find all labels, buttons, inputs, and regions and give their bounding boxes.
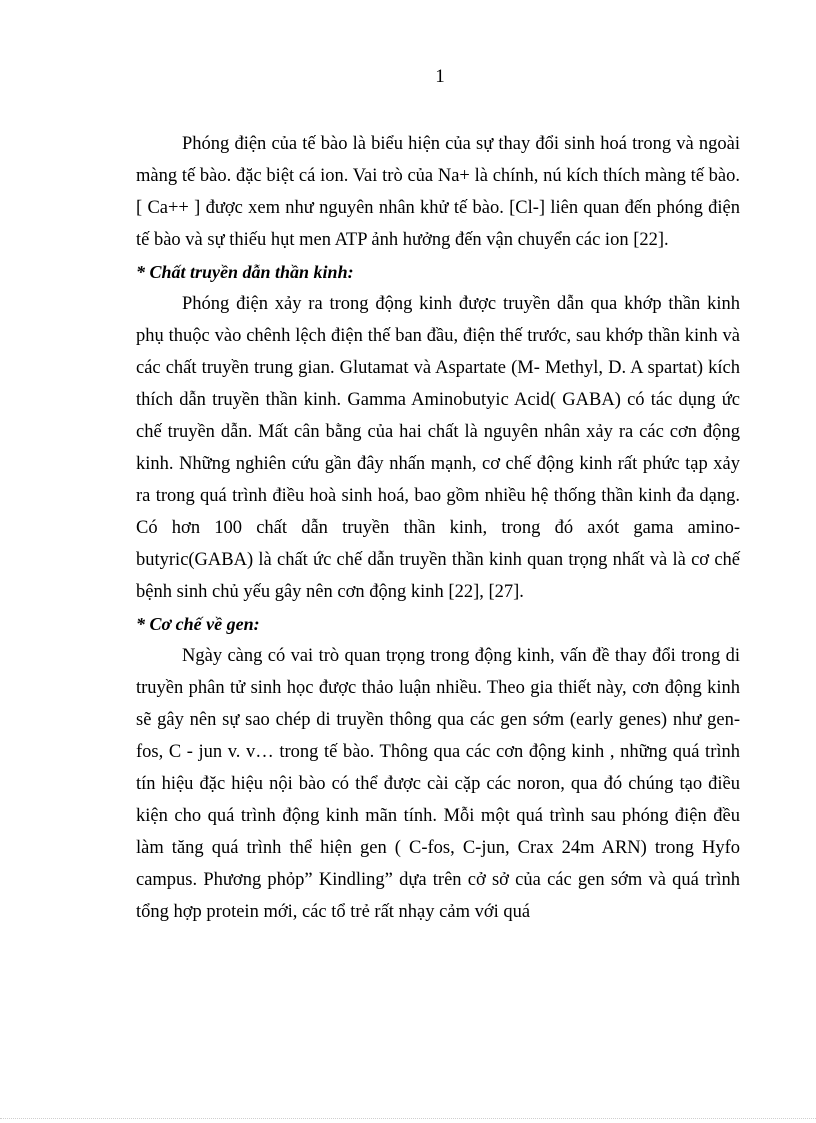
- heading-gene-mechanism: * Cơ chế về gen:: [136, 614, 260, 634]
- page-bottom-divider: [0, 1118, 816, 1119]
- heading-neurotransmitters: * Chất truyền dẫn thần kinh:: [136, 262, 354, 282]
- paragraph-ion-discharge: Phóng điện của tế bào là biểu hiện của sự thay đổi sinh hoá trong và ngoài màng tế bào. đặc biệt cá ion. Vai trò của Na+ là chính, nú kích thích màng tế bào. [ Ca++ ] được xem như nguyên nhân khử tế bào. [Cl-] liên quan đến phóng điện tế bào và sự thiếu hụt men ATP ảnh hưởng đến vận chuyển các ion [22].: [136, 134, 740, 250]
- page-number: 1: [435, 66, 445, 87]
- paragraph-gene-mechanism: Ngày càng có vai trò quan trọng trong động kinh, vấn đề thay đổi trong di truyền phân tử sinh học được thảo luận nhiều. Theo gia thiết này, cơn động kinh sẽ gây nên sự sao chép di truyền thông qua các gen sớm (early genes) như gen-fos, C - jun v. v… trong tế bào. Thông qua các cơn động kinh , những quá trình tín hiệu đặc hiệu nội bào có thể được cài cặp các noron, qua đó chúng tạo điều kiện cho quá trình động kinh mãn tính. Mỗi một quá trình sau phóng điện đều làm tăng quá trình thể hiện gen ( C-fos, C-jun, Crax 24m ARN) trong Hyfo campus. Phương phỏp” Kindling” dựa trên cở sở của các gen sớm và quá trình tổng hợp protein mới, các tổ trẻ rất nhạy cảm với quá: [136, 646, 740, 922]
- paragraph-neurotransmitters: Phóng điện xảy ra trong động kinh được truyền dẫn qua khớp thần kinh phụ thuộc vào chênh lệch điện thế ban đầu, điện thế trước, sau khớp thần kinh và các chất truyền trung gian. Glutamat và Aspartate (M- Methyl, D. A spartat) kích thích dẫn truyền thần kinh. Gamma Aminobutyic Acid( GABA) có tác dụng ức chế truyền dẫn. Mất cân bằng của hai chất là nguyên nhân xảy ra các cơn động kinh. Những nghiên cứu gần đây nhấn mạnh, cơ chế động kinh rất phức tạp xảy ra trong quá trình điều hoà sinh hoá, bao gồm nhiều hệ thống thần kinh đa dạng. Có hơn 100 chất dẫn truyền thần kinh, trong đó axót gama amino-butyric(GABA) là chất ức chế dẫn truyền thần kinh quan trọng nhất và là cơ chế bệnh sinh chủ yếu gây nên cơn động kinh [22], [27].: [136, 294, 740, 602]
- document-body: [136, 128, 740, 928]
